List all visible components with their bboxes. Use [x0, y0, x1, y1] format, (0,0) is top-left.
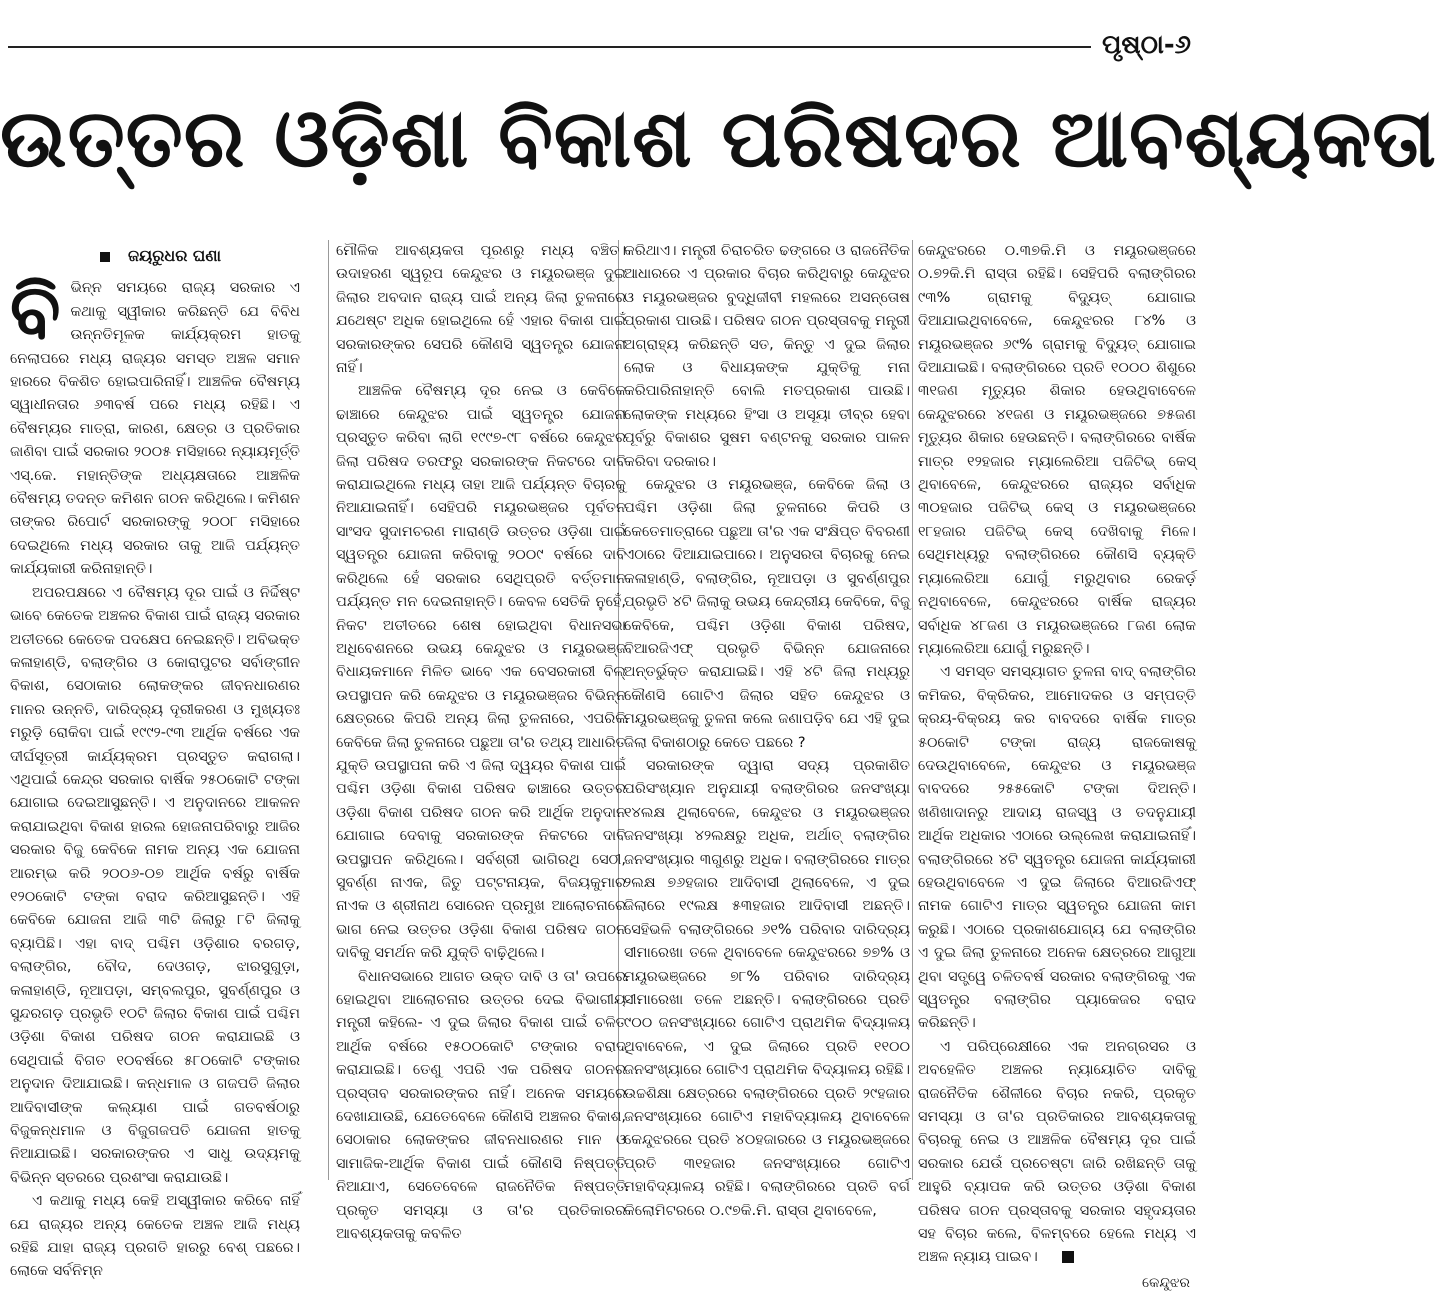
- article-paragraph: ସରକାରଙ୍କ ଦ୍ୱାରା ସଦ୍ୟ ପ୍ରକାଶିତ ପରିସଂଖ୍ୟାନ ଅନୁଯାୟୀ ବଲାଙ୍ଗିରର ଜନସଂଖ୍ୟା ୧୪ଲକ୍ଷ ଥିଲାବେଳେ, କେନ୍ଦୁଝର ଓ ମୟୂରଭଞ୍ଜର ଜନସଂଖ୍ୟା ୪୨ଲକ୍ଷରୁ ଅଧିକ, ଅର୍ଥାତ୍ ବଲାଙ୍ଗିର ଜନସଂଖ୍ୟାର ୩ଗୁଣରୁ ଅଧିକ। ବଲାଙ୍ଗିରରେ ମାତ୍ର ୨ଲକ୍ଷ ୭୬ହଜାର ଆଦିବାସୀ ଥିଲାବେଳେ, ଏ ଦୁଇ ଜିଲାରେ ୧୯ଲକ୍ଷ ୫୩ହଜାର ଆଦିବାସୀ ଅଛନ୍ତି। ସେହିଭଳି ବଲାଙ୍ଗିରରେ ୬୧% ପରିବାର ଦାରିଦ୍ର୍ୟ ସୀମାରେଖା ତଳେ ଥିବାବେଳେ କେନ୍ଦୁଝରରେ ୭୭% ଓ ମୟୂରଭଞ୍ଜରେ ୭୮% ପରିବାର ଦାରିଦ୍ର୍ୟ ସୀମାରେଖା ତଳେ ଅଛନ୍ତି। ବଲାଙ୍ଗିରରେ ପ୍ରତି ୯୦୦ ଜନସଂଖ୍ୟାରେ ଗୋଟିଏ ପ୍ରାଥମିକ ବିଦ୍ୟାଳୟ ଥିବାବେଳେ, ଏ ଦୁଇ ଜିଲାରେ ପ୍ରତି ୧୧୦୦ ଜନସଂଖ୍ୟାରେ ଗୋଟିଏ ପ୍ରାଥମିକ ବିଦ୍ୟାଳୟ ରହିଛି। ଉଚ୍ଚଶିକ୍ଷା କ୍ଷେତ୍ରରେ ବଲାଙ୍ଗିରରେ ପ୍ରତି ୨୯ହଜାର ଜନସଂଖ୍ୟାରେ ଗୋଟିଏ ମହାବିଦ୍ୟାଳୟ ଥିବାବେଳେ କେନ୍ଦୁଝରରେ ପ୍ରତି ୪୦ହଜାରରେ ଓ ମୟୂରଭଞ୍ଜରେ ପ୍ରତି ୩୧ହଜାର ଜନସଂଖ୍ୟାରେ ଗୋଟିଏ ମହାବିଦ୍ୟାଳୟ ରହିଛି। ବଲାଙ୍ଗିରରେ ପ୍ରତି ବର୍ଗ କିଲୋମିଟରରେ ୦.୯୭କି.ମି. ରାସ୍ତା ଥିବାବେଳେ,: [624, 757, 910, 1219]
- article-paragraph: ଏ ସମସ୍ତ ସମସ୍ୟାଗତ ତୁଳନା ବାଦ୍ ବଲାଙ୍ଗିର କମିକର, ବିକ୍ରିକର, ଆମୋଦକର ଓ ସମ୍ପତ୍ତି କ୍ରୟ-ବିକ୍ରୟ କର ବାବଦରେ ବାର୍ଷିକ ମାତ୍ର ୫୦କୋଟି ଟଙ୍କା ରାଜ୍ୟ ରାଜକୋଷକୁ ଦେଉଥିବାବେଳେ, କେନ୍ଦୁଝର ଓ ମୟୂରଭଞ୍ଜ ବାବଦରେ ୨୫୫କୋଟି ଟଙ୍କା ଦିଅନ୍ତି। ଖଣିଖାଦାନରୁ ଆଦାୟ ରାଜସ୍ୱ ଓ ତଦନୁଯାୟୀ ଆର୍ଥିକ ଅଧିକାର ଏଠାରେ ଉଲ୍ଲେଖ କରାଯାଇନାହିଁ। ବଲାଙ୍ଗିରରେ ୪ଟି ସ୍ୱତନ୍ତ୍ର ଯୋଜନା କାର୍ଯ୍ୟକାରୀ ହେଉଥିବାବେଳେ ଏ ଦୁଇ ଜିଲାରେ ବିଆରଜିଏଫ୍ ନାମକ ଗୋଟିଏ ମାତ୍ର ସ୍ୱତନ୍ତ୍ର ଯୋଜନା କାମ କରୁଛି। ଏଠାରେ ପ୍ରକାଶଯୋଗ୍ୟ ଯେ ବଲାଙ୍ଗିର ଏ ଦୁଇ ଜିଲା ତୁଳନାରେ ଅନେକ କ୍ଷେତ୍ରରେ ଆଗୁଆ ଥିବା ସତ୍ତ୍ୱେ ଚଳିତବର୍ଷ ସରକାର ବଲାଙ୍ଗିରକୁ ଏକ ସ୍ୱତନ୍ତ୍ର ବଲାଙ୍ଗିର ପ୍ୟାକେଜର ବରାଦ କରିଛନ୍ତି।: [918, 664, 1196, 1032]
- article-paragraph: ବିଧାନସଭାରେ ଆଗତ ଉକ୍ତ ଦାବି ଓ ତା' ଉପରେ ହୋଇଥିବା ଆଲୋଚନାର ଉତ୍ତର ଦେଇ ବିଭାଗୀୟ ମନ୍ତ୍ରୀ କହିଲେ- ଏ ଦୁଇ ଜିଲାର ବିକାଶ ପାଇଁ ଚଳିତ ଆର୍ଥିକ ବର୍ଷରେ ୧୫୦୦କୋଟି ଟଙ୍କାର ବରାଦ କରାଯାଇଛି। ତେଣୁ ଏପରି ଏକ ପରିଷଦ ଗଠନର ପ୍ରସ୍ତାବ ସରକାରଙ୍କର ନାହିଁ। ଅନେକ ସମୟରେ ଦେଖାଯାଉଛି, ଯେତେବେଳେ କୌଣସି ଅଞ୍ଚଳର ବିକାଶ, ସେଠାକାର ଲୋକଙ୍କର ଜୀବନଧାରଣର ମାନ ଓ ସାମାଜିକ-ଆର୍ଥିକ ବିକାଶ ପାଇଁ କୌଣସି ନିଷ୍ପତ୍ତି ନିଆଯାଏ, ସେତେବେଳେ ରାଜନୈତିକ ନିଷ୍ପତ୍ତି ପ୍ରକୃତ ସମସ୍ୟା ଓ ତା'ର ପ୍ରତିକାରର ଆବଶ୍ୟକତାକୁ କବଳିତ: [336, 968, 626, 1243]
- article-paragraph: କେନ୍ଦୁଝର ଓ ମୟୂରଭଞ୍ଜ, କେବିକେ ଜିଲା ଓ ପଶ୍ଚିମ ଓଡ଼ିଶା ଜିଲା ତୁଳନାରେ କିପରି ଓ କେତେମାତ୍ରାରେ ପଛୁଆ ତା'ର ଏକ ସଂକ୍ଷିପ୍ତ ବିବରଣୀ ଏଠାରେ ଦିଆଯାଇପାରେ। ଅନୁସରତା ବିଚାରକୁ ନେଇ କଳାହାଣ୍ଡି, ବଲାଙ୍ଗିର, ନୂଆପଡ଼ା ଓ ସୁବର୍ଣ୍ଣପୁର ପ୍ରଭୃତି ୪ଟି ଜିଲାକୁ ଉଭୟ କେନ୍ଦ୍ରୀୟ କେବିକେ, ବିଜୁ କେବିକେ, ପଶ୍ଚିମ ଓଡ଼ିଶା ବିକାଶ ପରିଷଦ, ବିଆରଜିଏଫ୍ ପ୍ରଭୃତି ବିଭିନ୍ନ ଯୋଜନାରେ ଅନ୍ତର୍ଭୁକ୍ତ କରାଯାଇଛି। ଏହି ୪ଟି ଜିଲା ମଧ୍ୟରୁ କୌଣସି ଗୋଟିଏ ଜିଲାର ସହିତ କେନ୍ଦୁଝର ଓ ମୟୂରଭଞ୍ଜକୁ ତୁଳନା କଲେ ଜଣାପଡ଼ିବ ଯେ ଏହି ଦୁଇ ଜିଲା ବିକାଶଠାରୁ କେତେ ପଛରେ ?: [624, 477, 910, 751]
- author-name: ଜୟରୁଧର ଘଣା: [128, 246, 222, 265]
- article-body: [6, 240, 1196, 1291]
- column-divider: [328, 240, 329, 1180]
- end-mark-icon: [1062, 1251, 1074, 1263]
- article-column-1: [10, 240, 300, 1280]
- bullet-square-icon: [100, 252, 110, 262]
- article-column-3: [624, 240, 910, 1219]
- byline: [10, 244, 300, 267]
- article-paragraph: ଏ କଥାକୁ ମଧ୍ୟ କେହି ଅସ୍ୱୀକାର କରିବେ ନାହିଁ ଯେ ରାଜ୍ୟର ଅନ୍ୟ କେତେକ ଅଞ୍ଚଳ ଆଜି ମଧ୍ୟ ରହିଛି ଯାହା ରାଜ୍ୟ ପ୍ରଗତି ହାରରୁ ବେଶ୍ ପଛରେ। ଲୋକେ ସର୍ବନିମ୍ନ: [10, 1193, 300, 1280]
- dateline-place: କେନ୍ଦୁଝର: [1141, 1274, 1190, 1291]
- header-rule: [8, 46, 1091, 48]
- page-header: [0, 0, 1201, 70]
- article-paragraph: କରିଥାଏ। ମନ୍ତ୍ରୀ ଚିରାଚରିତ ଢଙ୍ଗରେ ଓ ରାଜନୈତିକ ଆଧାରରେ ଏ ପ୍ରକାର ବିଚାର କରିଥିବାରୁ କେନ୍ଦୁଝର ଓ ମୟୂରଭଞ୍ଜର ବୁଦ୍ଧିଜୀବୀ ମହଲରେ ଅସନ୍ତୋଷ ପ୍ରକାଶ ପାଉଛି। ପରିଷଦ ଗଠନ ପ୍ରସ୍ତାବକୁ ମନ୍ତ୍ରୀ ଅଗ୍ରାହ୍ୟ କରିଛନ୍ତି ସତ, କିନ୍ତୁ ଏ ଦୁଇ ଜିଲାର ଲୋକ ଓ ବିଧାୟକଙ୍କ ଯୁକ୍ତିକୁ ମନା କରିପାରିନାହାନ୍ତି ବୋଲି ମତପ୍ରକାଶ ପାଉଛି। ଲୋକଙ୍କ ମଧ୍ୟରେ ହିଂସା ଓ ଅସୂୟା ତୀବ୍ର ହେବା ପୂର୍ବରୁ ବିକାଶର ସୁଷମ ବଣ୍ଟନକୁ ସରକାର ପାଳନ କରିବା ଦରକାର।: [624, 243, 910, 470]
- article-paragraph: ଆଞ୍ଚଳିକ ବୈଷମ୍ୟ ଦୂର ନେଇ ଓ କେବିକେ ଢାଞ୍ଚାରେ କେନ୍ଦୁଝର ପାଇଁ ସ୍ୱତନ୍ତ୍ର ଯୋଜନା ପ୍ରସ୍ତୁତ କରିବା ଲାଗି ୧୯୯୭-୯୮ ବର୍ଷରେ କେନ୍ଦୁଝର ଜିଲା ପରିଷଦ ତରଫରୁ ସରକାରଙ୍କ ନିକଟରେ ଦାବି କରାଯାଇଥିଲେ ମଧ୍ୟ ତାହା ଆଜି ପର୍ଯ୍ୟନ୍ତ ବିଚାରକୁ ନିଆଯାଇନାହିଁ। ସେହିପରି ମୟୂରଭଞ୍ଜର ପୂର୍ବତନ ସାଂସଦ ସୁଦାମଚରଣ ମାରାଣ୍ଡି ଉତ୍ତର ଓଡ଼ିଶା ପାଇଁ ସ୍ୱତନ୍ତ୍ର ଯୋଜନା କରିବାକୁ ୨୦୦୯ ବର୍ଷରେ ଦାବି କରିଥିଲେ ହେଁ ସରକାର ସେଥିପ୍ରତି ବର୍ତ୍ତମାନ ପର୍ଯ୍ୟନ୍ତ ମନ ଦେଇନାହାନ୍ତି। କେବଳ ସେତିକି ନୁହେଁ, ନିକଟ ଅତୀତରେ ଶେଷ ହୋଇଥିବା ବିଧାନସଭା ଅଧିବେଶନରେ ଉଭୟ କେନ୍ଦୁଝର ଓ ମୟୂରଭଞ୍ଜ ବିଧାୟକମାନେ ମିଳିତ ଭାବେ ଏକ ବେସରକାରୀ ବିଲ୍ ଉପସ୍ଥାପନ କରି କେନ୍ଦୁଝର ଓ ମୟୂରଭଞ୍ଜର ବିଭିନ୍ନ କ୍ଷେତ୍ରରେ କିପରି ଅନ୍ୟ ଜିଲା ତୁଳନାରେ, ଏପରିକି କେବିକେ ଜିଲା ତୁଳନାରେ ପଛୁଆ ତା'ର ତଥ୍ୟ ଆଧାରିତ ଯୁକ୍ତି ଉପସ୍ଥାପନା କରି ଏ ଜିଲା ଦ୍ୱୟର ବିକାଶ ପାଇଁ ପଶ୍ଚିମ ଓଡ଼ିଶା ବିକାଶ ପରିଷଦ ଢାଞ୍ଚାରେ ଉତ୍ତର ଓଡ଼ିଶା ବିକାଶ ପରିଷଦ ଗଠନ କରି ଆର୍ଥିକ ଅନୁଦାନ ଯୋଗାଇ ଦେବାକୁ ସରକାରଙ୍କ ନିକଟରେ ଦାବି ଉପସ୍ଥାପନ କରିଥିଲେ। ସର୍ବଶ୍ରୀ ଭାଗିରଥି ସେଠୀ, ସୁବର୍ଣ୍ଣ ନାଏକ, ଜିତୁ ପଟ୍ଟନାୟକ, ବିଜୟକୁମାର ନାଏକ ଓ ଶ୍ରୀନାଥ ସୋରେନ ପ୍ରମୁଖ ଆଲୋଚନାରେ ଭାଗ ନେଇ ଉତ୍ତର ଓଡ଼ିଶା ବିକାଶ ପରିଷଦ ଗଠନ ଦାବିକୁ ସମର୍ଥନ କରି ଯୁକ୍ତି ବାଢ଼ିଥିଲେ।: [336, 383, 626, 962]
- drop-cap: ବି: [10, 269, 61, 356]
- article-column-4: [918, 240, 1196, 1291]
- article-paragraph: ମୌଳିକ ଆବଶ୍ୟକତା ପୂରଣରୁ ମଧ୍ୟ ବଞ୍ଚିତ। ଉଦାହରଣ ସ୍ୱରୂପ କେନ୍ଦୁଝର ଓ ମୟୂରଭଞ୍ଜ ଦୁଇ ଜିଲାର ଅବଦାନ ରାଜ୍ୟ ପାଇଁ ଅନ୍ୟ ଜିଲା ତୁଳନାରେ ଯଥେଷ୍ଟ ଅଧିକ ହୋଇଥିଲେ ହେଁ ଏହାର ବିକାଶ ପାଇଁ ସରକାରଙ୍କର ସେପରି କୌଣସି ସ୍ୱତନ୍ତ୍ର ଯୋଜନା ନାହିଁ।: [336, 243, 626, 377]
- article-column-2: [336, 240, 626, 1243]
- article-paragraph: ଅପରପକ୍ଷରେ ଏ ବୈଷମ୍ୟ ଦୂର ପାଇଁ ଓ ନିର୍ଦ୍ଦିଷ୍ଟ ଭାବେ କେତେକ ଅଞ୍ଚଳର ବିକାଶ ପାଇଁ ରାଜ୍ୟ ସରକାର ଅତୀତରେ କେତେକ ପଦକ୍ଷେପ ନେଇଛନ୍ତି। ଅବିଭକ୍ତ କଳାହାଣ୍ଡି, ବଲାଙ୍ଗିର ଓ କୋରାପୁଟର ସର୍ବାଙ୍ଗୀନ ବିକାଶ, ସେଠାକାର ଲୋକଙ୍କର ଜୀବନଧାରଣର ମାନର ଉନ୍ନତି, ଦାରିଦ୍ର୍ୟ ଦୂରୀକରଣ ଓ ମୁଖ୍ୟତଃ ମରୁଡ଼ି ରୋକିବା ପାଇଁ ୧୯୯୨-୯୩ ଆର୍ଥିକ ବର୍ଷରେ ଏକ ଦୀର୍ଘସୂତ୍ରୀ କାର୍ଯ୍ୟକ୍ରମ ପ୍ରସ୍ତୁତ କରାଗଲା। ଏଥିପାଇଁ କେନ୍ଦ୍ର ସରକାର ବାର୍ଷିକ ୨୫୦କୋଟି ଟଙ୍କା ଯୋଗାଇ ଦେଇଆସୁଛନ୍ତି। ଏ ଅନୁଦାନରେ ଆକଳନ କରାଯାଇଥିବା ବିକାଶ ହାରଲ ହୋଜନାପରିବାରୁ ଆଜିର ସରକାର ବିଜୁ କେବିକେ ନାମକ ଅନ୍ୟ ଏକ ଯୋଜନା ଆରମ୍ଭ କରି ୨୦୦୬-୦୭ ଆର୍ଥିକ ବର୍ଷରୁ ବାର୍ଷିକ ୧୨୦କୋଟି ଟଙ୍କା ବରାଦ କରିଆସୁଛନ୍ତି। ଏହି କେବିକେ ଯୋଜନା ଆଜି ୩ଟି ଜିଲାରୁ ୮ଟି ଜିଲାକୁ ବ୍ୟାପିଛି। ଏହା ବାଦ୍ ପଶ୍ଚିମ ଓଡ଼ିଶାର ବରଗଡ଼, ବଲାଙ୍ଗିର, ବୌଦ, ଦେଓଗଡ଼, ଝାରସୁଗୁଡ଼ା, କଳାହାଣ୍ଡି, ନୂଆପଡ଼ା, ସମ୍ବଲପୁର, ସୁବର୍ଣ୍ଣପୁର ଓ ସୁନ୍ଦରଗଡ଼ ପ୍ରଭୃତି ୧୦ଟି ଜିଲାର ବିକାଶ ପାଇଁ ପଶ୍ଚିମ ଓଡ଼ିଶା ବିକାଶ ପରିଷଦ ଗଠନ କରାଯାଇଛି ଓ ସେଥିପାଇଁ ବିଗତ ୧୦ବର୍ଷରେ ୫୮୦କୋଟି ଟଙ୍କାର ଅନୁଦାନ ଦିଆଯାଇଛି। କନ୍ଧମାଳ ଓ ଗଜପତି ଜିଲାର ଆଦିବାସୀଙ୍କ କଲ୍ୟାଣ ପାଇଁ ଗତବର୍ଷଠାରୁ ବିଜୁକନ୍ଧମାଳ ଓ ବିଜୁଗଜପତି ଯୋଜନା ହାତକୁ ନିଆଯାଇଛି। ସରକାରଙ୍କର ଏ ସାଧୁ ଉଦ୍ୟମକୁ ବିଭିନ୍ନ ସ୍ତରରେ ପ୍ରଶଂସା କରାଯାଉଛି।: [10, 584, 300, 1186]
- article-paragraph: ଏ ପରିପ୍ରେକ୍ଷୀରେ ଏକ ଅନଗ୍ରସର ଓ ଅବହେଳିତ ଅଞ୍ଚଳର ନ୍ୟାୟୋଚିତ ଦାବିକୁ ରାଜନୈତିକ ଶୈଳୀରେ ବିଚାର ନକରି, ପ୍ରକୃତ ସମସ୍ୟା ଓ ତା'ର ପ୍ରତିକାରର ଆବଶ୍ୟକତାକୁ ବିଚାରକୁ ନେଇ ଓ ଆଞ୍ଚଳିକ ବୈଷମ୍ୟ ଦୂର ପାଇଁ ସରକାର ଯେଉଁ ପ୍ରଚେଷ୍ଟା ଜାରି ରଖିଛନ୍ତି ତାକୁ ଆହୁରି ବ୍ୟାପକ କରି ଉତ୍ତର ଓଡ଼ିଶା ବିକାଶ ପରିଷଦ ଗଠନ ପ୍ରସ୍ତାବକୁ ସରକାର ସହୃଦୟତାର ସହ ବିଚାର କଲେ, ବିଳମ୍ବରେ ହେଲେ ମଧ୍ୟ ଏ ଅଞ୍ଚଳ ନ୍ୟାୟ ପାଇବ।: [918, 1038, 1196, 1266]
- article-paragraph: ବିଭିନ୍ନ ସମୟରେ ରାଜ୍ୟ ସରକାର ଏ କଥାକୁ ସ୍ୱୀକାର କରିଛନ୍ତି ଯେ ବିବିଧ ଉନ୍ନତିମୂଳକ କାର୍ଯ୍ୟକ୍ରମ ହାତକୁ ନେଲାପରେ ମଧ୍ୟ ରାଜ୍ୟର ସମସ୍ତ ଅଞ୍ଚଳ ସମାନ ହାରରେ ବିକଶିତ ହୋଇପାରିନାହିଁ। ଆଞ୍ଚଳିକ ବୈଷମ୍ୟ ସ୍ୱାଧୀନତାର ୬୩ବର୍ଷ ପରେ ମଧ୍ୟ ରହିଛି। ଏ ବୈଷମ୍ୟର ମାତ୍ରା, କାରଣ, କ୍ଷେତ୍ର ଓ ପ୍ରତିକାର ଜାଣିବା ପାଇଁ ସରକାର ୨୦୦୫ ମସିହାରେ ନ୍ୟାୟମୂର୍ତ୍ତି ଏସ୍.କେ. ମହାନ୍ତିଙ୍କ ଅଧ୍ୟକ୍ଷତାରେ ଆଞ୍ଚଳିକ ବୈଷମ୍ୟ ତଦନ୍ତ କମିଶନ ଗଠନ କରିଥିଲେ। କମିଶନ ତାଙ୍କର ରିପୋର୍ଟ ସରକାରଙ୍କୁ ୨୦୦୮ ମସିହାରେ ଦେଇଥିଲେ ମଧ୍ୟ ସରକାର ତାକୁ ଆଜି ପର୍ଯ୍ୟନ୍ତ କାର୍ଯ୍ୟକାରୀ କରିନାହାନ୍ତି।: [10, 269, 300, 578]
- article-paragraph: କେନ୍ଦୁଝରରେ ୦.୩୭କି.ମି ଓ ମୟୂରଭଞ୍ଜରେ ୦.୭୨କି.ମି ରାସ୍ତା ରହିଛି। ସେହିପରି ବଲାଙ୍ଗିରର ୯୩% ଗ୍ରାମକୁ ବିଦ୍ୟୁତ୍ ଯୋଗାଇ ଦିଆଯାଇଥିବାବେଳେ, କେନ୍ଦୁଝରର ୮୪% ଓ ମୟୂରଭଞ୍ଜର ୬୯% ଗ୍ରାମକୁ ବିଦ୍ୟୁତ୍ ଯୋଗାଇ ଦିଆଯାଇଛି। ବଲାଙ୍ଗିରରେ ପ୍ରତି ୧୦୦୦ ଶିଶୁରେ ୩୧ଜଣ ମୃତ୍ୟୁର ଶିକାର ହେଉଥିବାବେଳେ କେନ୍ଦୁଝରରେ ୪୧ଜଣ ଓ ମୟୂରଭଞ୍ଜରେ ୭୫ଜଣ ମୃତ୍ୟୁର ଶିକାର ହେଉଛନ୍ତି। ବଲାଙ୍ଗିରରେ ବାର୍ଷିକ ମାତ୍ର ୧୨ହଜାର ମ୍ୟାଲେରିଆ ପଜିଟିଭ୍ କେସ୍ ଥିବାବେଳେ, କେନ୍ଦୁଝରରେ ରାଜ୍ୟର ସର୍ବାଧିକ ୩୦ହଜାର ପଜିଟିଭ୍ କେସ୍ ଓ ମୟୂରଭଞ୍ଜରେ ୧୮ହଜାର ପଜିଟିଭ୍ କେସ୍ ଦେଖିବାକୁ ମିଳେ। ସେଥିମଧ୍ୟରୁ ବଲାଙ୍ଗିରରେ କୌଣସି ବ୍ୟକ୍ତି ମ୍ୟାଲେରିଆ ଯୋଗୁଁ ମରୁଥିବାର ରେକର୍ଡ଼ ନଥିବାବେଳେ, କେନ୍ଦୁଝରରେ ବାର୍ଷିକ ରାଜ୍ୟର ସର୍ବାଧିକ ୪୮ଜଣ ଓ ମୟୂରଭଞ୍ଜରେ ୮ଜଣ ଲୋକ ମ୍ୟାଲେରିଆ ଯୋଗୁଁ ମରୁଛନ୍ତି।: [918, 243, 1196, 657]
- article-headline: ଉତ୍ତର ଓଡ଼ିଶା ବିକାଶ ପରିଷଦର ଆବଶ୍ୟକତା: [0, 92, 1437, 185]
- column-divider: [912, 240, 913, 1180]
- page-number: ପୃଷ୍ଠା-୬: [1101, 30, 1191, 60]
